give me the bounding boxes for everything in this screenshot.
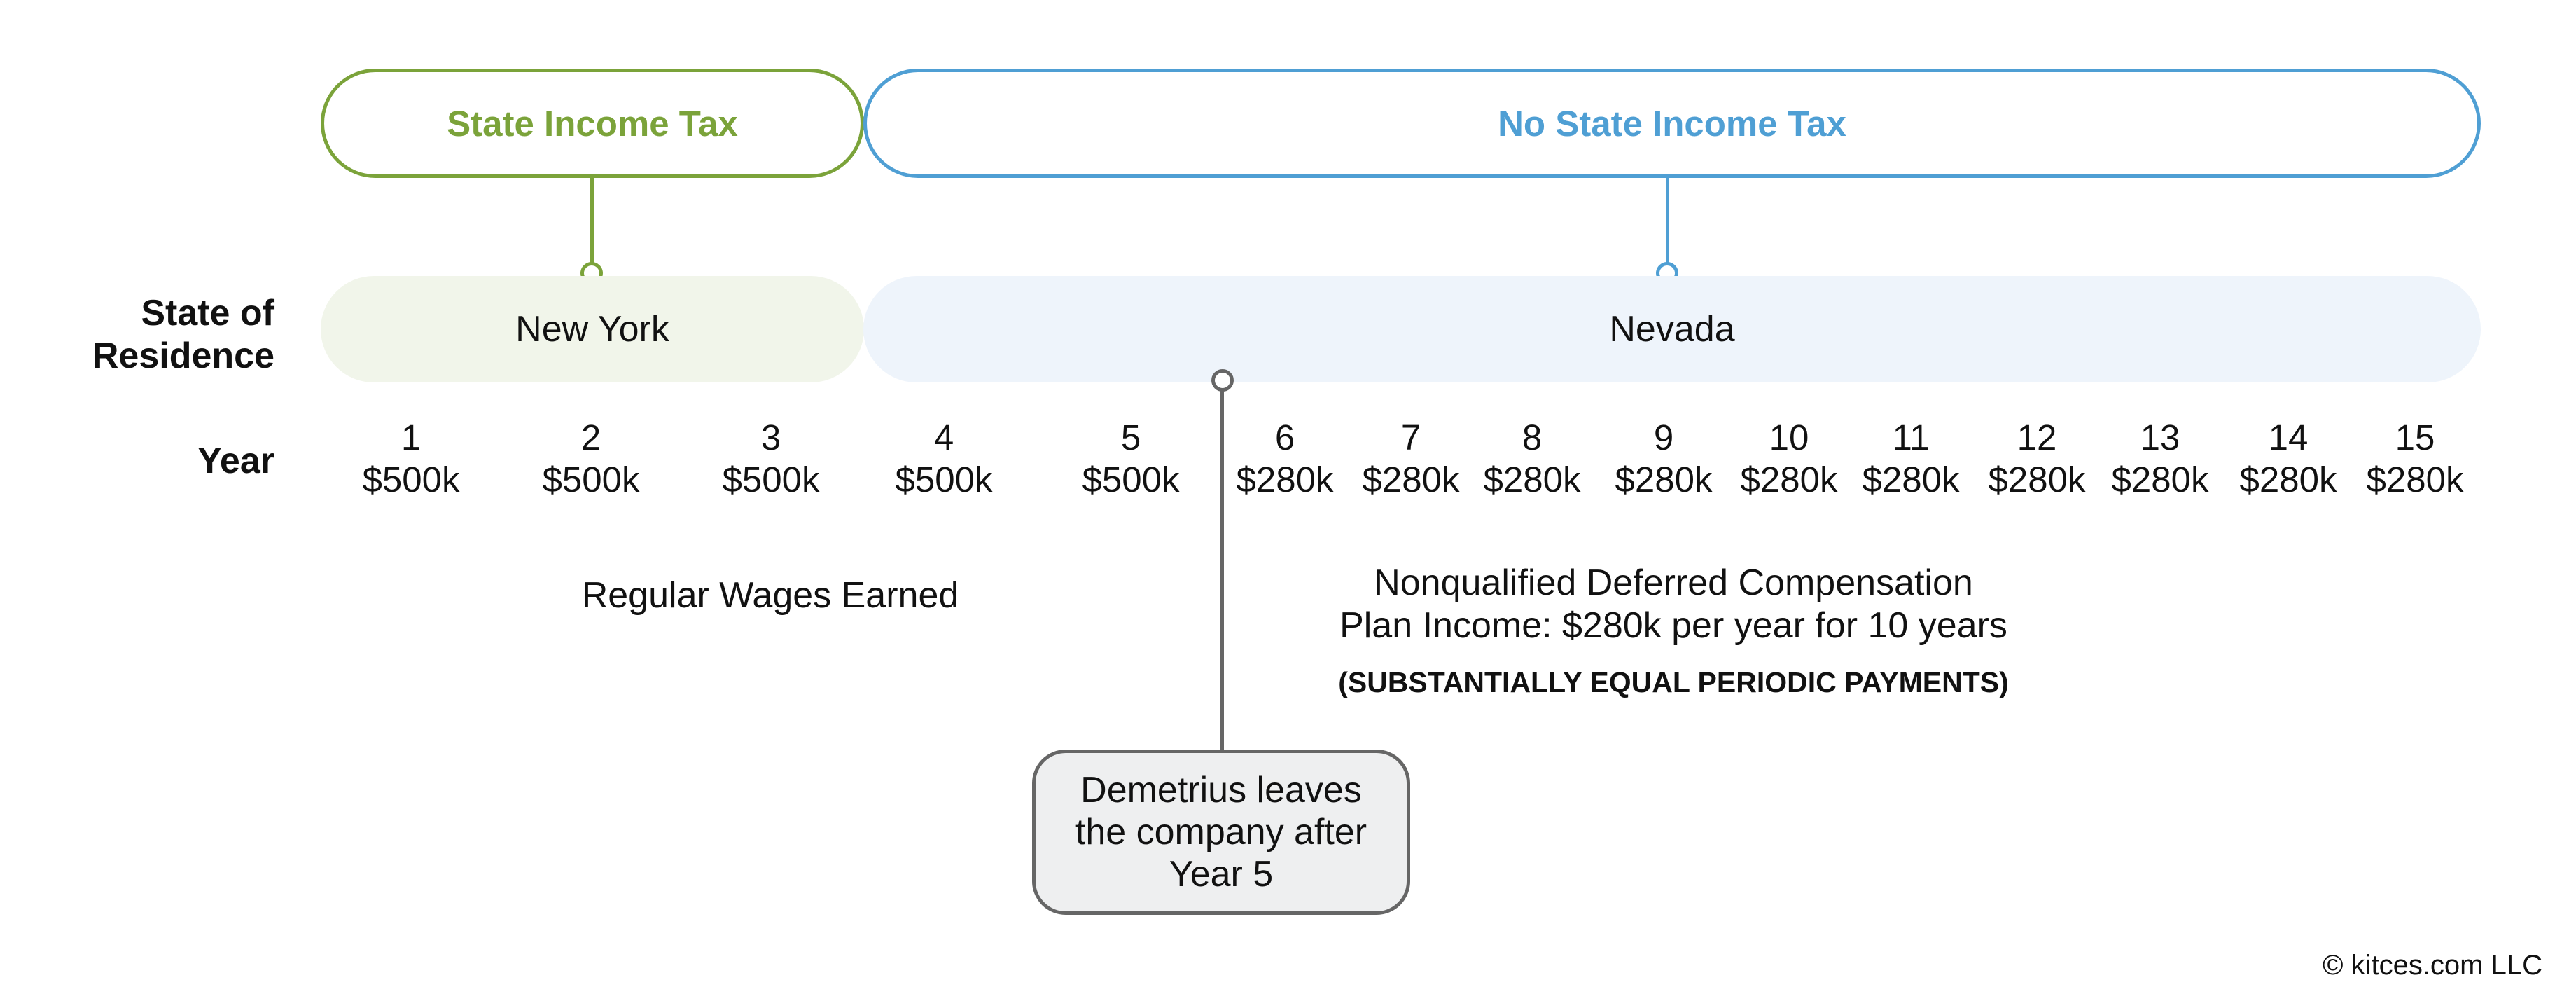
year-income: $280k <box>2111 460 2209 499</box>
year-income: $280k <box>1362 460 1460 499</box>
nevada-residence-pill <box>863 276 2481 382</box>
year-number: 13 <box>2140 417 2180 457</box>
year-number: 2 <box>580 417 601 457</box>
year-income: $280k <box>2366 460 2464 499</box>
year-income: $280k <box>1862 460 1960 499</box>
new-york-tax-connector <box>590 177 594 263</box>
year-income: $280k <box>1740 460 1838 499</box>
no-state-income-tax-label: No State Income Tax <box>1498 103 1846 144</box>
year-number: 9 <box>1653 417 1674 457</box>
year-5-column <box>1061 417 1201 501</box>
year-income: $280k <box>1236 460 1334 499</box>
year-number: 15 <box>2395 417 2435 457</box>
departure-callout-line3: Year 5 <box>1169 854 1274 895</box>
copyright-notice: © kitces.com LLC <box>2322 950 2542 981</box>
year-number: 10 <box>1769 417 1809 457</box>
year-income: $280k <box>1988 460 2086 499</box>
year-6-column <box>1215 417 1355 501</box>
year-11-column <box>1841 417 1981 501</box>
year-income: $280k <box>1615 460 1713 499</box>
nqdc-description <box>1246 562 2101 647</box>
new-york-label: New York <box>515 309 669 350</box>
year-13-column <box>2090 417 2230 501</box>
event-connector-line <box>1220 390 1224 751</box>
year-8-column <box>1462 417 1602 501</box>
year-number: 6 <box>1274 417 1295 457</box>
year-income: $500k <box>1082 460 1180 499</box>
state-of-residence-label <box>42 292 274 378</box>
year-4-column <box>874 417 1014 501</box>
state-of-residence-label-line2: Residence <box>92 336 274 376</box>
year-income: $500k <box>722 460 820 499</box>
year-number: 3 <box>760 417 781 457</box>
nqdc-description-line1: Nonqualified Deferred Compensation <box>1374 562 1973 603</box>
year-1-column <box>341 417 481 501</box>
year-number: 4 <box>933 417 954 457</box>
year-number: 14 <box>2268 417 2309 457</box>
year-income: $500k <box>895 460 993 499</box>
nevada-label: Nevada <box>1609 309 1735 350</box>
departure-callout-line2: the company after <box>1075 812 1367 852</box>
year-2-column <box>521 417 661 501</box>
nqdc-description-line2: Plan Income: $280k per year for 10 years <box>1339 605 2007 646</box>
year-15-column <box>2345 417 2485 501</box>
regular-wages-label: Regular Wages Earned <box>581 575 959 616</box>
state-of-residence-label-line1: State of <box>141 293 274 333</box>
year-number: 12 <box>2017 417 2057 457</box>
year-12-column <box>1967 417 2107 501</box>
year-7-column <box>1341 417 1481 501</box>
year-14-column <box>2218 417 2358 501</box>
year-income: $500k <box>542 460 640 499</box>
no-state-income-tax-pill <box>863 69 2481 178</box>
year-number: 11 <box>1892 417 1930 457</box>
year-number: 8 <box>1522 417 1543 457</box>
year-number: 5 <box>1120 417 1141 457</box>
year-3-column <box>701 417 841 501</box>
departure-callout-line1: Demetrius leaves <box>1080 770 1362 810</box>
year-10-column <box>1719 417 1859 501</box>
year-number: 7 <box>1400 417 1421 457</box>
year-income: $500k <box>362 460 460 499</box>
year-row-label: Year <box>197 441 274 481</box>
year-income: $280k <box>2239 460 2337 499</box>
state-income-tax-label: State Income Tax <box>447 103 738 144</box>
year-income: $280k <box>1483 460 1581 499</box>
nqdc-payment-note: (SUBSTANTIALLY EQUAL PERIODIC PAYMENTS) <box>1338 666 2009 698</box>
new-york-residence-pill <box>321 276 864 382</box>
event-marker-dot <box>1211 369 1234 392</box>
nevada-tax-connector <box>1666 177 1669 263</box>
year-9-column <box>1594 417 1734 501</box>
departure-callout <box>1032 750 1410 915</box>
state-income-tax-pill <box>321 69 864 178</box>
year-number: 1 <box>401 417 422 457</box>
